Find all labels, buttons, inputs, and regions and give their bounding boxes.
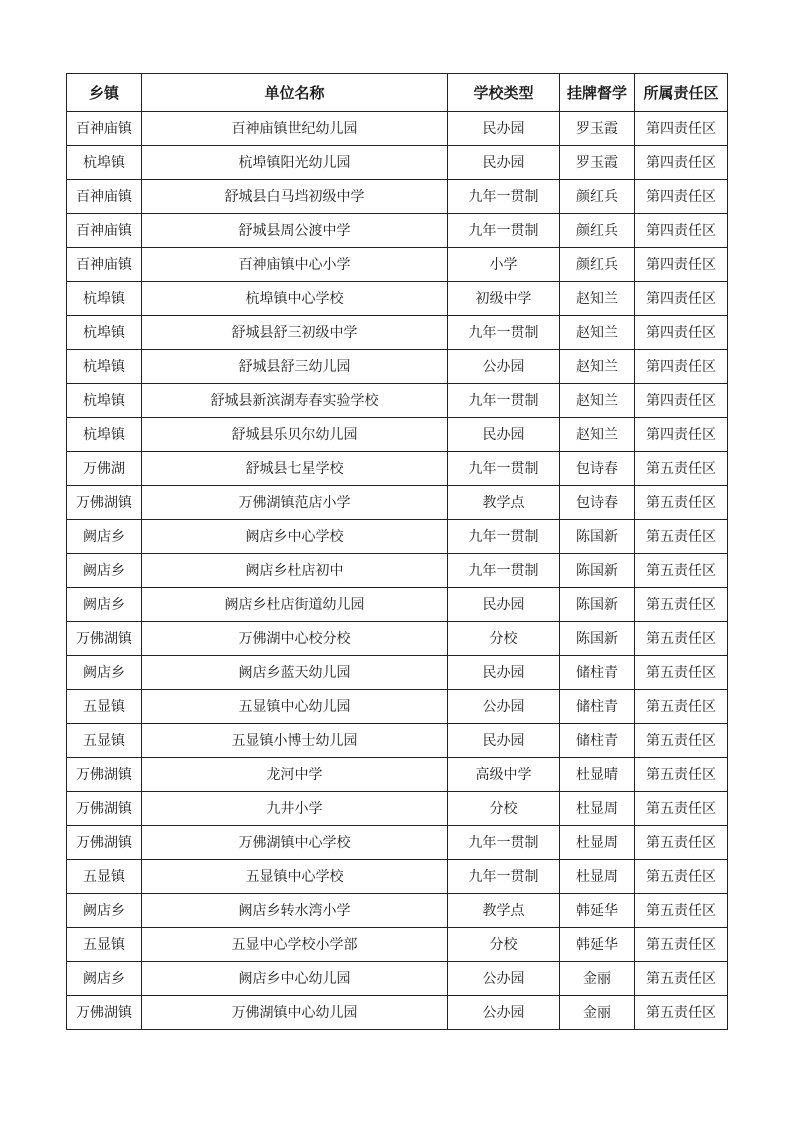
cell-unit-name: 万佛湖中心校分校 xyxy=(142,622,448,656)
cell-inspector: 陈国新 xyxy=(560,520,635,554)
cell-unit-name: 阙店乡杜店街道幼儿园 xyxy=(142,588,448,622)
cell-school-type: 民办园 xyxy=(448,418,560,452)
cell-district: 第五责任区 xyxy=(635,520,728,554)
header-school-type: 学校类型 xyxy=(448,74,560,112)
table-row xyxy=(67,690,728,724)
cell-school-type: 民办园 xyxy=(448,146,560,180)
table-row xyxy=(67,826,728,860)
cell-inspector: 赵知兰 xyxy=(560,350,635,384)
cell-unit-name: 舒城县新滨湖寿春实验学校 xyxy=(142,384,448,418)
cell-unit-name: 舒城县舒三幼儿园 xyxy=(142,350,448,384)
cell-inspector: 颜红兵 xyxy=(560,214,635,248)
cell-district: 第五责任区 xyxy=(635,656,728,690)
cell-inspector: 包诗春 xyxy=(560,486,635,520)
table-row xyxy=(67,486,728,520)
header-township: 乡镇 xyxy=(67,74,142,112)
table-row xyxy=(67,452,728,486)
cell-inspector: 杜显晴 xyxy=(560,758,635,792)
cell-township: 阙店乡 xyxy=(67,520,142,554)
cell-school-type: 九年一贯制 xyxy=(448,860,560,894)
cell-township: 百神庙镇 xyxy=(67,180,142,214)
cell-unit-name: 阙店乡中心幼儿园 xyxy=(142,962,448,996)
cell-unit-name: 龙河中学 xyxy=(142,758,448,792)
cell-inspector: 杜显周 xyxy=(560,860,635,894)
cell-district: 第五责任区 xyxy=(635,962,728,996)
cell-inspector: 金丽 xyxy=(560,996,635,1030)
cell-unit-name: 阙店乡蓝天幼儿园 xyxy=(142,656,448,690)
cell-unit-name: 舒城县周公渡中学 xyxy=(142,214,448,248)
header-unit-name: 单位名称 xyxy=(142,74,448,112)
table-row xyxy=(67,316,728,350)
cell-district: 第五责任区 xyxy=(635,860,728,894)
cell-school-type: 公办园 xyxy=(448,962,560,996)
cell-township: 万佛湖镇 xyxy=(67,996,142,1030)
cell-township: 万佛湖 xyxy=(67,452,142,486)
cell-inspector: 罗玉霞 xyxy=(560,112,635,146)
cell-inspector: 颜红兵 xyxy=(560,180,635,214)
cell-school-type: 公办园 xyxy=(448,996,560,1030)
cell-township: 杭埠镇 xyxy=(67,384,142,418)
cell-district: 第五责任区 xyxy=(635,894,728,928)
table-row xyxy=(67,146,728,180)
table-row xyxy=(67,180,728,214)
cell-school-type: 公办园 xyxy=(448,690,560,724)
cell-inspector: 颜红兵 xyxy=(560,248,635,282)
table-row xyxy=(67,248,728,282)
cell-school-type: 民办园 xyxy=(448,112,560,146)
cell-district: 第五责任区 xyxy=(635,826,728,860)
table-row xyxy=(67,962,728,996)
cell-township: 万佛湖镇 xyxy=(67,486,142,520)
cell-district: 第五责任区 xyxy=(635,996,728,1030)
cell-school-type: 九年一贯制 xyxy=(448,520,560,554)
cell-school-type: 九年一贯制 xyxy=(448,826,560,860)
cell-unit-name: 万佛湖镇中心幼儿园 xyxy=(142,996,448,1030)
cell-district: 第四责任区 xyxy=(635,112,728,146)
cell-township: 万佛湖镇 xyxy=(67,792,142,826)
cell-district: 第五责任区 xyxy=(635,486,728,520)
cell-school-type: 九年一贯制 xyxy=(448,452,560,486)
cell-township: 阙店乡 xyxy=(67,894,142,928)
cell-school-type: 高级中学 xyxy=(448,758,560,792)
cell-township: 杭埠镇 xyxy=(67,350,142,384)
cell-unit-name: 万佛湖镇中心学校 xyxy=(142,826,448,860)
cell-district: 第五责任区 xyxy=(635,554,728,588)
table-row xyxy=(67,350,728,384)
table-row xyxy=(67,894,728,928)
table-row xyxy=(67,588,728,622)
cell-inspector: 赵知兰 xyxy=(560,316,635,350)
cell-unit-name: 阙店乡杜店初中 xyxy=(142,554,448,588)
cell-inspector: 罗玉霞 xyxy=(560,146,635,180)
cell-district: 第五责任区 xyxy=(635,792,728,826)
cell-township: 万佛湖镇 xyxy=(67,758,142,792)
cell-township: 杭埠镇 xyxy=(67,418,142,452)
table-row xyxy=(67,656,728,690)
table-row xyxy=(67,622,728,656)
table-row xyxy=(67,792,728,826)
cell-township: 百神庙镇 xyxy=(67,214,142,248)
cell-township: 杭埠镇 xyxy=(67,316,142,350)
table-row xyxy=(67,996,728,1030)
cell-district: 第四责任区 xyxy=(635,214,728,248)
cell-school-type: 教学点 xyxy=(448,894,560,928)
cell-inspector: 陈国新 xyxy=(560,554,635,588)
cell-unit-name: 百神庙镇中心小学 xyxy=(142,248,448,282)
cell-district: 第四责任区 xyxy=(635,180,728,214)
cell-township: 五显镇 xyxy=(67,690,142,724)
cell-township: 万佛湖镇 xyxy=(67,622,142,656)
cell-school-type: 九年一贯制 xyxy=(448,180,560,214)
table-row xyxy=(67,418,728,452)
cell-township: 五显镇 xyxy=(67,860,142,894)
cell-inspector: 储柱青 xyxy=(560,690,635,724)
table-row xyxy=(67,554,728,588)
cell-unit-name: 百神庙镇世纪幼儿园 xyxy=(142,112,448,146)
cell-district: 第五责任区 xyxy=(635,622,728,656)
cell-inspector: 杜显周 xyxy=(560,792,635,826)
cell-township: 杭埠镇 xyxy=(67,282,142,316)
cell-district: 第五责任区 xyxy=(635,588,728,622)
cell-school-type: 民办园 xyxy=(448,656,560,690)
cell-school-type: 公办园 xyxy=(448,350,560,384)
cell-township: 阙店乡 xyxy=(67,962,142,996)
cell-school-type: 分校 xyxy=(448,792,560,826)
cell-unit-name: 舒城县七星学校 xyxy=(142,452,448,486)
cell-district: 第五责任区 xyxy=(635,758,728,792)
cell-school-type: 初级中学 xyxy=(448,282,560,316)
cell-unit-name: 五显镇中心幼儿园 xyxy=(142,690,448,724)
cell-school-type: 小学 xyxy=(448,248,560,282)
cell-inspector: 金丽 xyxy=(560,962,635,996)
cell-unit-name: 五显镇小博士幼儿园 xyxy=(142,724,448,758)
cell-unit-name: 阙店乡中心学校 xyxy=(142,520,448,554)
cell-township: 阙店乡 xyxy=(67,554,142,588)
cell-school-type: 教学点 xyxy=(448,486,560,520)
table-row xyxy=(67,384,728,418)
cell-unit-name: 杭埠镇中心学校 xyxy=(142,282,448,316)
cell-school-type: 分校 xyxy=(448,622,560,656)
cell-school-type: 九年一贯制 xyxy=(448,384,560,418)
cell-district: 第四责任区 xyxy=(635,282,728,316)
cell-inspector: 储柱青 xyxy=(560,656,635,690)
table-row xyxy=(67,112,728,146)
header-district: 所属责任区 xyxy=(635,74,728,112)
cell-school-type: 九年一贯制 xyxy=(448,316,560,350)
cell-inspector: 杜显周 xyxy=(560,826,635,860)
cell-township: 百神庙镇 xyxy=(67,112,142,146)
cell-unit-name: 五显镇中心学校 xyxy=(142,860,448,894)
cell-unit-name: 五显中心学校小学部 xyxy=(142,928,448,962)
cell-district: 第四责任区 xyxy=(635,316,728,350)
cell-inspector: 韩延华 xyxy=(560,928,635,962)
cell-township: 阙店乡 xyxy=(67,588,142,622)
table-row xyxy=(67,520,728,554)
cell-inspector: 赵知兰 xyxy=(560,384,635,418)
cell-district: 第四责任区 xyxy=(635,418,728,452)
cell-district: 第五责任区 xyxy=(635,724,728,758)
cell-school-type: 九年一贯制 xyxy=(448,554,560,588)
cell-township: 杭埠镇 xyxy=(67,146,142,180)
cell-township: 百神庙镇 xyxy=(67,248,142,282)
cell-inspector: 赵知兰 xyxy=(560,418,635,452)
cell-district: 第五责任区 xyxy=(635,928,728,962)
table-row xyxy=(67,758,728,792)
cell-township: 五显镇 xyxy=(67,928,142,962)
table-row xyxy=(67,928,728,962)
cell-unit-name: 九井小学 xyxy=(142,792,448,826)
cell-district: 第四责任区 xyxy=(635,350,728,384)
cell-township: 万佛湖镇 xyxy=(67,826,142,860)
table-row xyxy=(67,282,728,316)
table-header-row xyxy=(67,74,728,112)
cell-unit-name: 舒城县乐贝尔幼儿园 xyxy=(142,418,448,452)
cell-unit-name: 杭埠镇阳光幼儿园 xyxy=(142,146,448,180)
cell-district: 第四责任区 xyxy=(635,248,728,282)
cell-inspector: 储柱青 xyxy=(560,724,635,758)
table-row xyxy=(67,724,728,758)
cell-inspector: 赵知兰 xyxy=(560,282,635,316)
cell-unit-name: 舒城县白马垱初级中学 xyxy=(142,180,448,214)
cell-district: 第五责任区 xyxy=(635,690,728,724)
cell-township: 五显镇 xyxy=(67,724,142,758)
table-row xyxy=(67,860,728,894)
cell-township: 阙店乡 xyxy=(67,656,142,690)
cell-inspector: 韩延华 xyxy=(560,894,635,928)
header-inspector: 挂牌督学 xyxy=(560,74,635,112)
cell-inspector: 陈国新 xyxy=(560,622,635,656)
cell-district: 第五责任区 xyxy=(635,452,728,486)
cell-inspector: 包诗春 xyxy=(560,452,635,486)
cell-unit-name: 舒城县舒三初级中学 xyxy=(142,316,448,350)
cell-district: 第四责任区 xyxy=(635,146,728,180)
cell-school-type: 民办园 xyxy=(448,588,560,622)
cell-inspector: 陈国新 xyxy=(560,588,635,622)
cell-unit-name: 阙店乡转水湾小学 xyxy=(142,894,448,928)
table-row xyxy=(67,214,728,248)
cell-school-type: 九年一贯制 xyxy=(448,214,560,248)
cell-school-type: 分校 xyxy=(448,928,560,962)
cell-unit-name: 万佛湖镇范店小学 xyxy=(142,486,448,520)
school-inspector-table xyxy=(66,73,728,1030)
cell-district: 第四责任区 xyxy=(635,384,728,418)
table-body xyxy=(67,112,728,1030)
cell-school-type: 民办园 xyxy=(448,724,560,758)
